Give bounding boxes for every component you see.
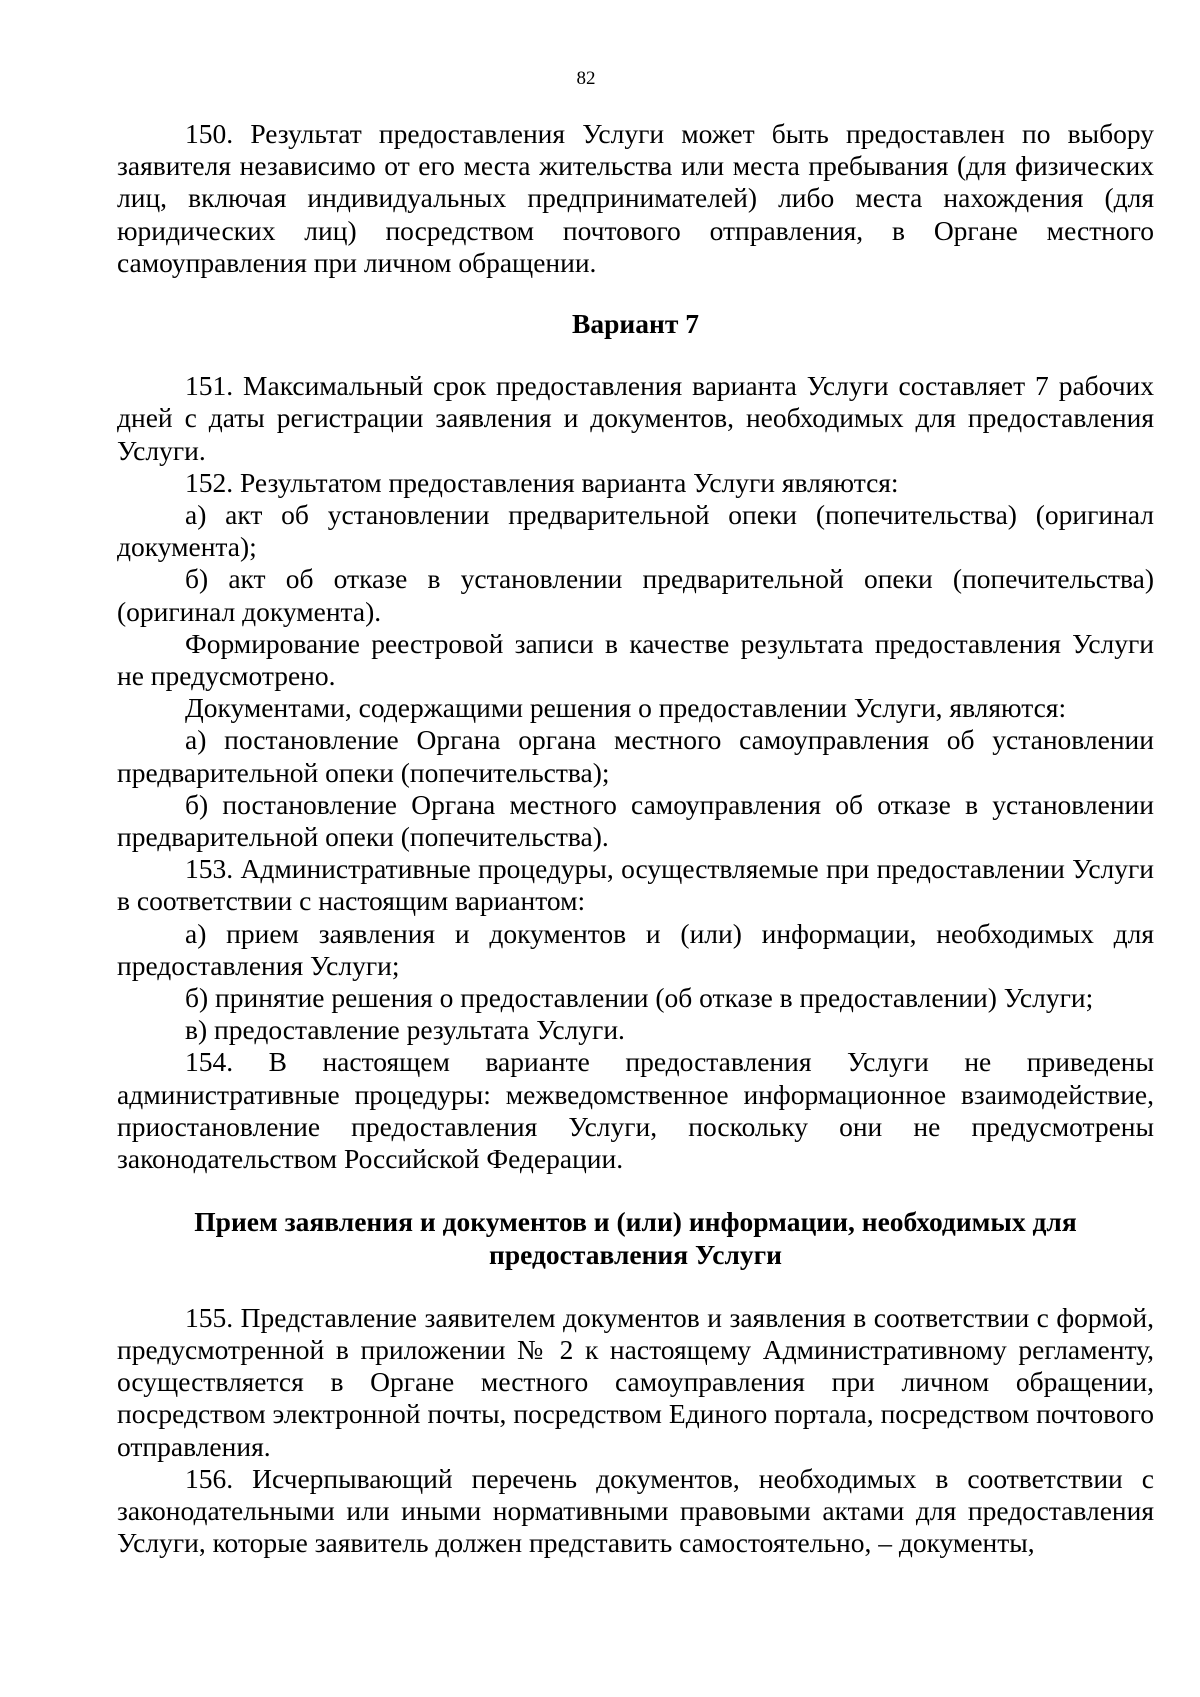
- document-body: [117, 118, 1154, 1559]
- paragraph-registry-record: Формирование реестровой записи в качестве результата предоставления Услуги не предусмотрено.: [117, 627, 1154, 692]
- paragraph-decision-item-a: а) постановление Органа органа местного самоуправления об установлении предварительной опеки (попечительства);: [117, 724, 1154, 788]
- paragraph-152: 152. Результатом предоставления варианта Услуги являются:: [185, 466, 899, 498]
- heading-application-reception-line-1: Прием заявления и документов и (или) информации, необходимых для: [194, 1206, 1077, 1238]
- paragraph-150: 150. Результат предоставления Услуги может быть предоставлен по выбору заявителя независимо от его места жительства или места пребывания (для физических лиц, включая индивидуальных предпринимателей) либо места нахождения (для юридических лиц) посредством почтового отправления, в Органе местного самоуправления при личном обращении.: [117, 118, 1154, 278]
- paragraph-152-item-b: б) акт об отказе в установлении предварительной опеки (попечительства) (оригинал документа).: [117, 563, 1154, 627]
- paragraph-155: 155. Представление заявителем документов и заявления в соответствии с формой, предусмотренной в приложении № 2 к настоящему Административному регламенту, осуществляется в Органе местного самоуправления при личном обращении, посредством электронной почты, посредством Единого портала, посредством почтового отправления.: [117, 1301, 1154, 1462]
- paragraph-152-item-a: а) акт об установлении предварительной опеки (попечительства) (оригинал документа);: [117, 499, 1154, 563]
- paragraph-153-item-b: б) принятие решения о предоставлении (об отказе в предоставлении) Услуги;: [185, 982, 1094, 1014]
- paragraph-153-item-c: в) предоставление результата Услуги.: [185, 1014, 625, 1046]
- paragraph-153-item-a: а) прием заявления и документов и (или) информации, необходимых для предоставления Услуги;: [117, 917, 1154, 981]
- paragraph-151: 151. Максимальный срок предоставления варианта Услуги составляет 7 рабочих дней с даты регистрации заявления и документов, необходимых для предоставления Услуги.: [117, 370, 1154, 466]
- paragraph-156: 156. Исчерпывающий перечень документов, необходимых в соответствии с законодательными или иными нормативными правовыми актами для предоставления Услуги, которые заявитель должен представить самостоятельно, – документы,: [117, 1462, 1154, 1559]
- page-number: 82: [576, 68, 596, 89]
- paragraph-154: 154. В настоящем варианте предоставления Услуги не приведены административные процедуры: межведомственное информационное взаимодействие, приостановление предоставления Услуги, поскольку они не предусмотрены законодательством Российской Федерации.: [117, 1046, 1154, 1175]
- heading-application-reception: [117, 1206, 1154, 1270]
- paragraph-decision-documents: Документами, содержащими решения о предоставлении Услуги, являются:: [185, 692, 1067, 724]
- paragraph-decision-item-b: б) постановление Органа местного самоуправления об отказе в установлении предварительной опеки (попечительства).: [117, 788, 1154, 853]
- heading-application-reception-line-2: предоставления Услуги: [489, 1238, 782, 1270]
- heading-variant-7: Вариант 7: [572, 308, 699, 340]
- paragraph-153: 153. Административные процедуры, осуществляемые при предоставлении Услуги в соответствии с настоящим вариантом:: [117, 853, 1154, 917]
